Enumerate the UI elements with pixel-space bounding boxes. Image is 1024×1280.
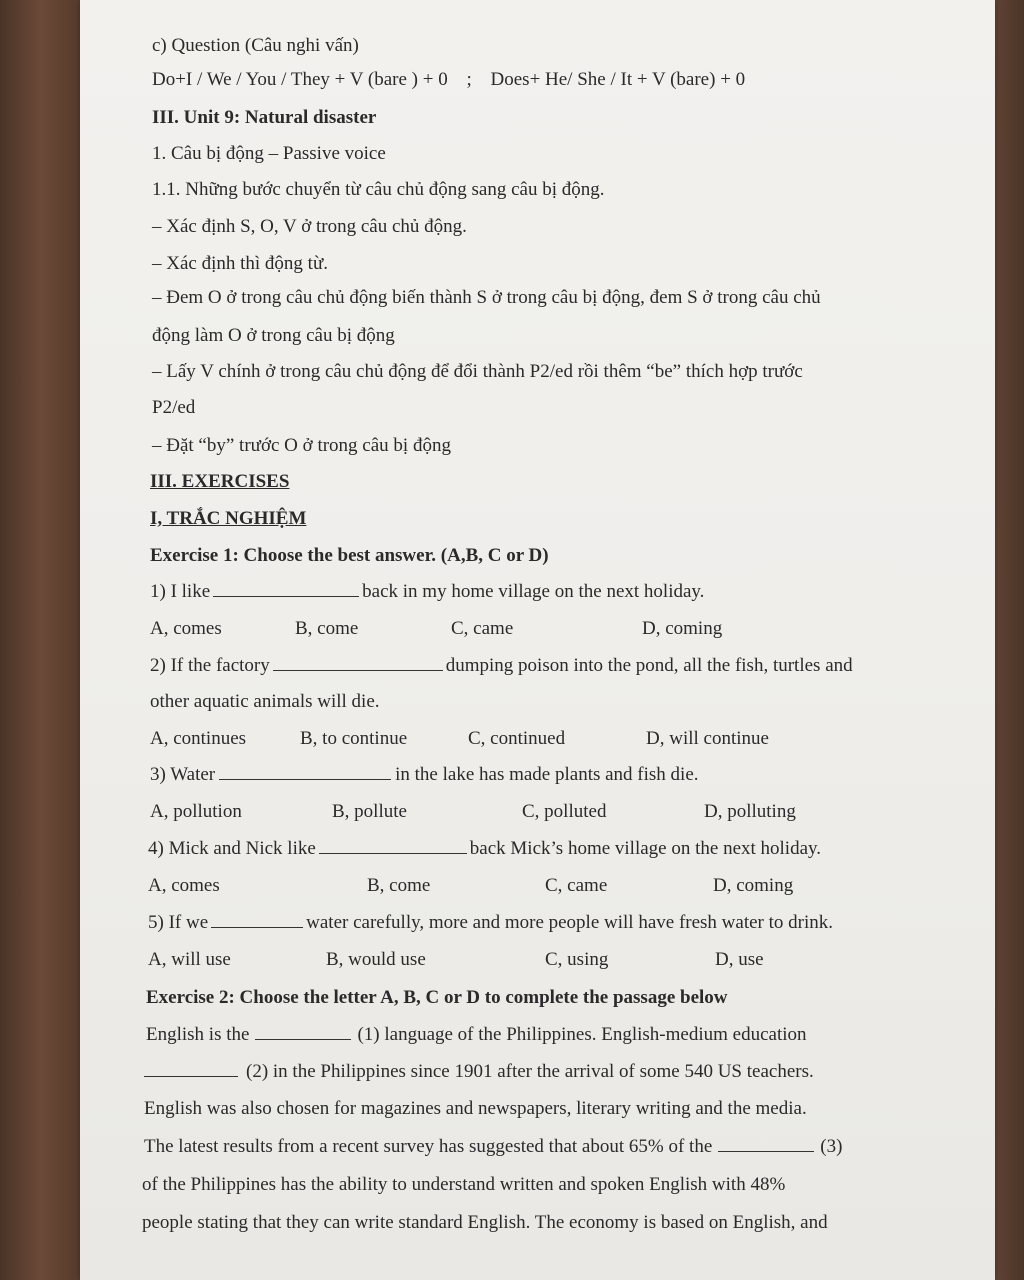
exercise-1-title: Exercise 1: Choose the best answer. (A,B, C or D) — [150, 545, 549, 566]
option: A, comes — [150, 618, 222, 639]
passage-4-post: (3) — [820, 1136, 843, 1157]
question-2-cont: other aquatic animals will die. — [150, 691, 380, 712]
passage-line-5: of the Philippines has the ability to understand written and spoken English with 48% — [142, 1174, 786, 1195]
answer-blank — [219, 765, 391, 780]
option: A, will use — [148, 949, 231, 970]
question-2-pre: 2) If the factory — [150, 655, 270, 676]
question-3 — [150, 763, 699, 787]
step-4-cont: P2/ed — [152, 397, 196, 418]
question-4 — [148, 837, 821, 861]
question-2-post: dumping poison into the pond, all the fish, turtles and — [445, 655, 853, 676]
step-3-cont: động làm O ở trong câu bị động — [152, 325, 395, 346]
option: A, pollution — [150, 801, 242, 822]
passage-2-post: (2) in the Philippines since 1901 after the arrival of some 540 US teachers. — [246, 1061, 814, 1082]
exercise-2-title: Exercise 2: Choose the letter A, B, C or D to complete the passage below — [146, 987, 728, 1008]
answer-blank — [718, 1137, 814, 1152]
question-4-pre: 4) Mick and Nick like — [148, 838, 316, 859]
answer-blank — [273, 656, 443, 671]
question-3-post: in the lake has made plants and fish die. — [395, 764, 699, 785]
option: B, to continue — [300, 728, 408, 749]
question-1-post: back in my home village on the next holiday. — [362, 581, 705, 602]
option: A, continues — [150, 728, 247, 749]
passage-line-1 — [146, 1023, 807, 1047]
formula-separator: ; — [466, 69, 472, 90]
question-4-post: back Mick’s home village on the next holiday. — [469, 838, 822, 859]
question-1-pre: 1) I like — [150, 581, 211, 602]
option: B, would use — [326, 949, 426, 970]
option: B, come — [295, 618, 359, 639]
passage-line-4 — [144, 1135, 842, 1159]
question-1 — [150, 580, 704, 604]
step-3: – Đem O ở trong câu chủ động biến thành S ở trong câu bị động, đem S ở trong câu chủ — [152, 287, 821, 308]
formula-does: Does+ He/ She / It + V (bare) + 0 — [490, 69, 746, 90]
paper-sheet — [80, 0, 995, 1280]
option: C, using — [545, 949, 609, 970]
answer-blank — [144, 1062, 238, 1077]
answer-blank — [255, 1025, 351, 1040]
question-5-pre: 5) If we — [148, 912, 209, 933]
question-formula — [152, 68, 745, 92]
unit-heading: III. Unit 9: Natural disaster — [152, 107, 377, 128]
step-5: – Đặt “by” trước O ở trong câu bị động — [152, 435, 451, 456]
option: C, came — [545, 875, 608, 896]
question-3-pre: 3) Water — [150, 764, 216, 785]
answer-blank — [211, 913, 303, 928]
passive-title: 1. Câu bị động – Passive voice — [152, 143, 386, 164]
answer-blank — [319, 839, 467, 854]
passage-line-2 — [144, 1060, 814, 1084]
exercises-heading: III. EXERCISES — [150, 471, 290, 492]
option: D, coming — [642, 618, 723, 639]
step-2: – Xác định thì động từ. — [152, 253, 329, 274]
question-2 — [150, 654, 853, 678]
option: A, comes — [148, 875, 220, 896]
question-5 — [148, 911, 833, 935]
answer-blank — [213, 582, 359, 597]
passage-line-3: English was also chosen for magazines and newspapers, literary writing and the media. — [144, 1098, 807, 1119]
option: D, polluting — [704, 801, 796, 822]
option: D, will continue — [646, 728, 769, 749]
option: C, polluted — [522, 801, 607, 822]
formula-do: Do+I / We / You / They + V (bare ) + 0 — [152, 69, 448, 90]
option: C, came — [451, 618, 514, 639]
steps-title: 1.1. Những bước chuyển từ câu chủ động sang câu bị động. — [152, 179, 605, 200]
passage-1-pre: English is the — [146, 1024, 250, 1045]
step-4: – Lấy V chính ở trong câu chủ động để đổi thành P2/ed rồi thêm “be” thích hợp trước — [152, 361, 803, 382]
option: D, use — [715, 949, 764, 970]
question-5-post: water carefully, more and more people will have fresh water to drink. — [306, 912, 834, 933]
option: B, pollute — [332, 801, 407, 822]
question-heading: c) Question (Câu nghi vấn) — [152, 35, 359, 56]
option: C, continued — [468, 728, 566, 749]
passage-1-post: (1) language of the Philippines. English-medium education — [357, 1024, 807, 1045]
passage-line-6: people stating that they can write standard English. The economy is based on English, and — [142, 1212, 828, 1233]
passage-4-pre: The latest results from a recent survey has suggested that about 65% of the — [144, 1136, 713, 1157]
section-heading: I, TRẮC NGHIỆM — [150, 508, 307, 529]
option: D, coming — [713, 875, 794, 896]
option: B, come — [367, 875, 431, 896]
step-1: – Xác định S, O, V ở trong câu chủ động. — [152, 216, 467, 237]
